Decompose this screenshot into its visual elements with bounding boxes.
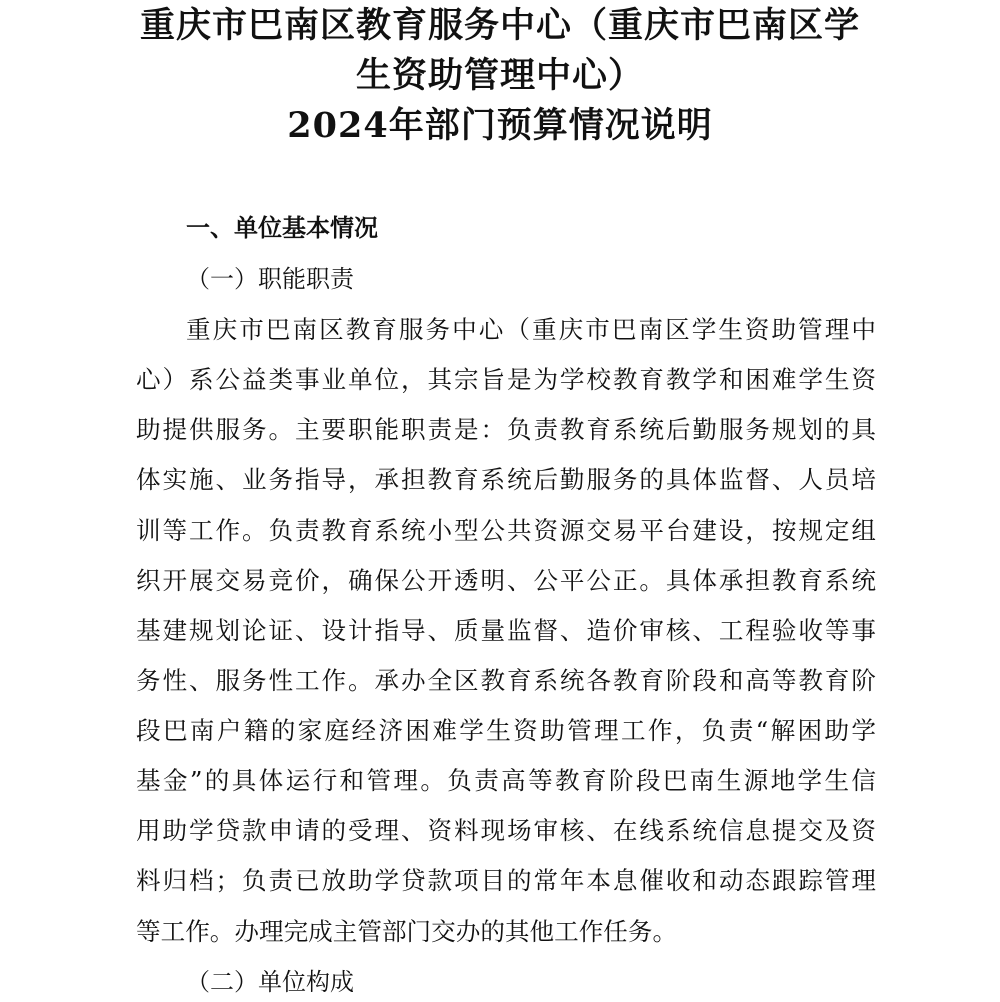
paragraph-line: 重庆市巴南区教育服务中心（重庆市巴南区学生资助管理中 [186, 315, 876, 344]
paragraph-line: 用助学贷款申请的受理、资料现场审核、在线系统信息提交及资 [136, 816, 876, 845]
paragraph-line: 基建规划论证、设计指导、质量监督、造价审核、工程验收等事 [136, 616, 876, 645]
document-title-line-3: 2024年部门预算情况说明 [287, 105, 713, 146]
paragraph-line: 心）系公益类事业单位，其宗旨是为学校教育教学和困难学生资 [136, 365, 876, 394]
paragraph-line: 料归档；负责已放助学贷款项目的常年本息催收和动态跟踪管理 [136, 866, 876, 895]
section-heading-basic-info: 一、单位基本情况 [186, 214, 378, 242]
paragraph-line: 段巴南户籍的家庭经济困难学生资助管理工作，负责“解困助学 [136, 716, 876, 745]
paragraph-line: 训等工作。负责教育系统小型公共资源交易平台建设，按规定组 [136, 516, 876, 545]
document-title-line-2: 生资助管理中心） [355, 55, 644, 96]
paragraph-line: 体实施、业务指导，承担教育系统后勤服务的具体监督、人员培 [136, 465, 876, 494]
paragraph-line: 等工作。办理完成主管部门交办的其他工作任务。 [136, 917, 678, 946]
paragraph-line: 织开展交易竞价，确保公开透明、公平公正。具体承担教育系统 [136, 566, 876, 595]
paragraph-line: 基金”的具体运行和管理。负责高等教育阶段巴南生源地学生信 [136, 766, 876, 795]
document-title-line-1: 重庆市巴南区教育服务中心（重庆市巴南区学 [139, 5, 860, 46]
subsection-heading-composition: （二）单位构成 [186, 968, 354, 996]
paragraph-line: 务性、服务性工作。承办全区教育系统各教育阶段和高等教育阶 [136, 666, 876, 695]
paragraph-line: 助提供服务。主要职能职责是：负责教育系统后勤服务规划的具 [136, 415, 876, 444]
subsection-heading-duties: （一）职能职责 [186, 265, 354, 293]
